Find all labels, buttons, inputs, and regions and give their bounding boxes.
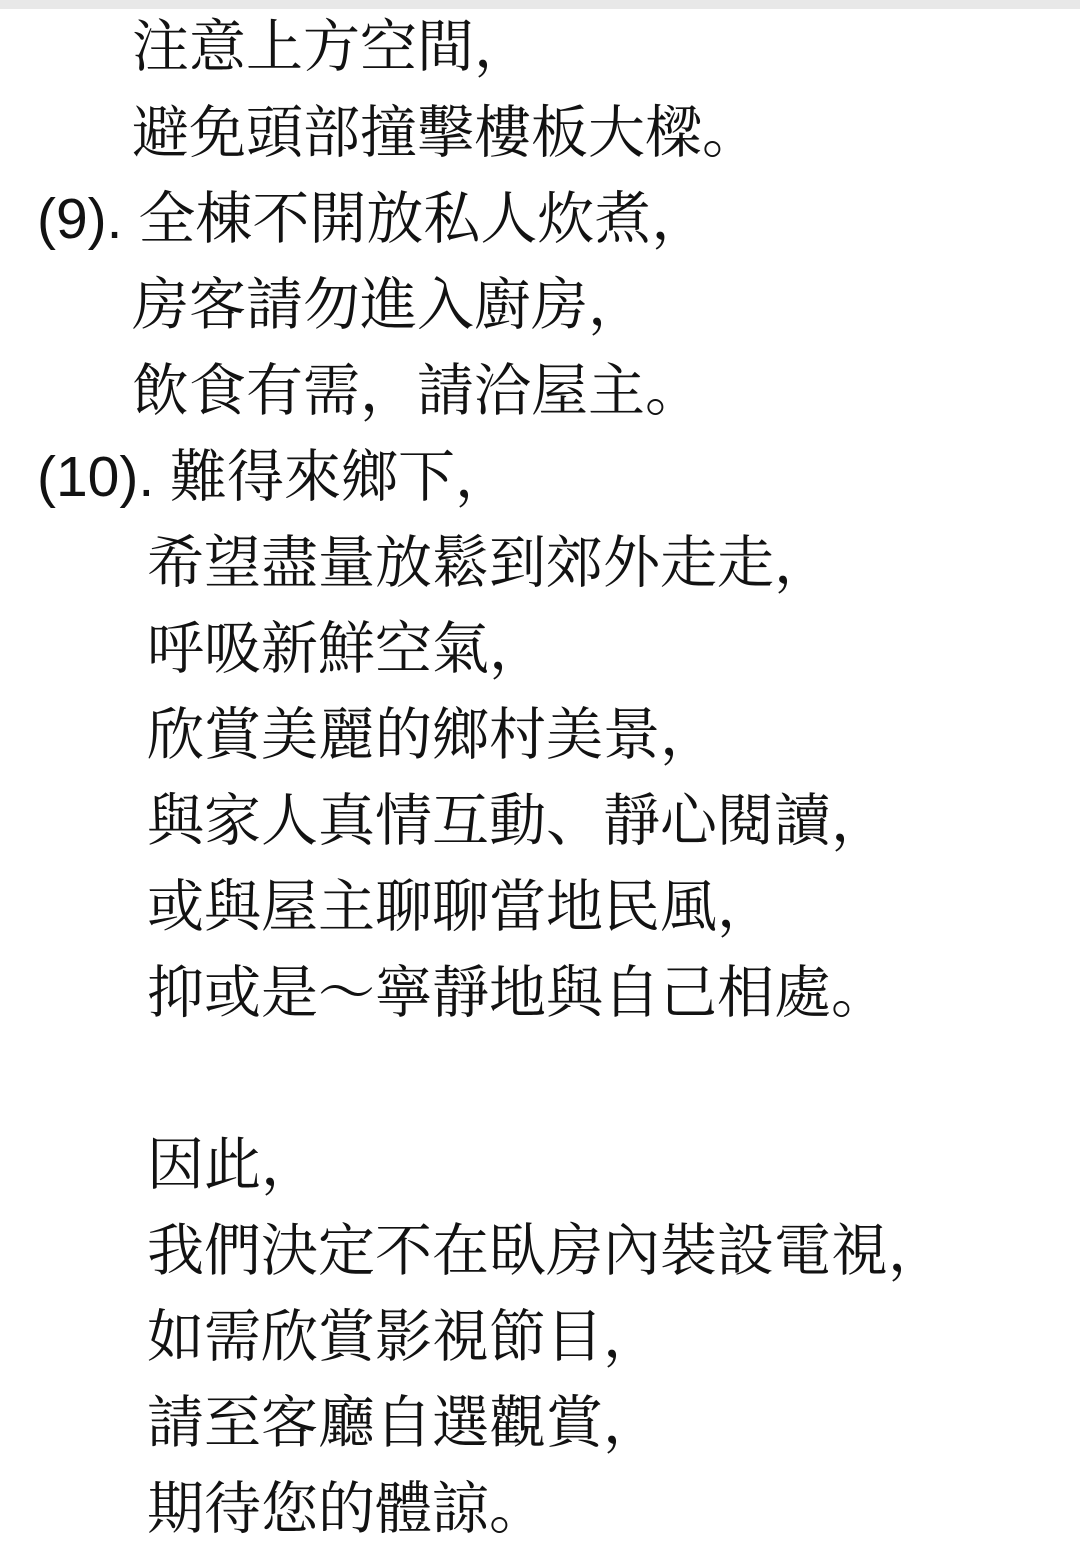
text-line: 或與屋主聊聊當地民風，	[147, 875, 774, 939]
text-line: 房客請勿進入廚房，	[132, 273, 645, 337]
text-line: 如需欣賞影視節目，	[147, 1305, 660, 1369]
text-line: 欣賞美麗的鄉村美景，	[147, 703, 717, 767]
text-line: 請至客廳自選觀賞，	[147, 1391, 660, 1455]
text-line: 避免頭部撞擊樓板大樑。	[132, 101, 759, 165]
text-line: 希望盡量放鬆到郊外走走，	[147, 531, 831, 595]
text-line: 飲食有需，請洽屋主。	[132, 359, 702, 423]
house-rules-document	[0, 4, 1080, 1552]
text-line: 因此，	[147, 1133, 318, 1197]
text-line: 注意上方空間，	[132, 15, 531, 79]
text-line: 我們決定不在臥房內裝設電視，	[147, 1219, 945, 1283]
text-line: (9). 全棟不開放私人炊煮，	[37, 187, 709, 251]
text-line	[0, 1036, 1080, 1122]
text-line: (10). 難得來鄉下，	[37, 445, 513, 509]
text-line: 呼吸新鮮空氣，	[147, 617, 546, 681]
text-line: 與家人真情互動、靜心閱讀，	[147, 789, 888, 853]
text-line: 抑或是～寧靜地與自己相處。	[147, 961, 888, 1025]
text-line: 期待您的體諒。	[147, 1477, 546, 1541]
